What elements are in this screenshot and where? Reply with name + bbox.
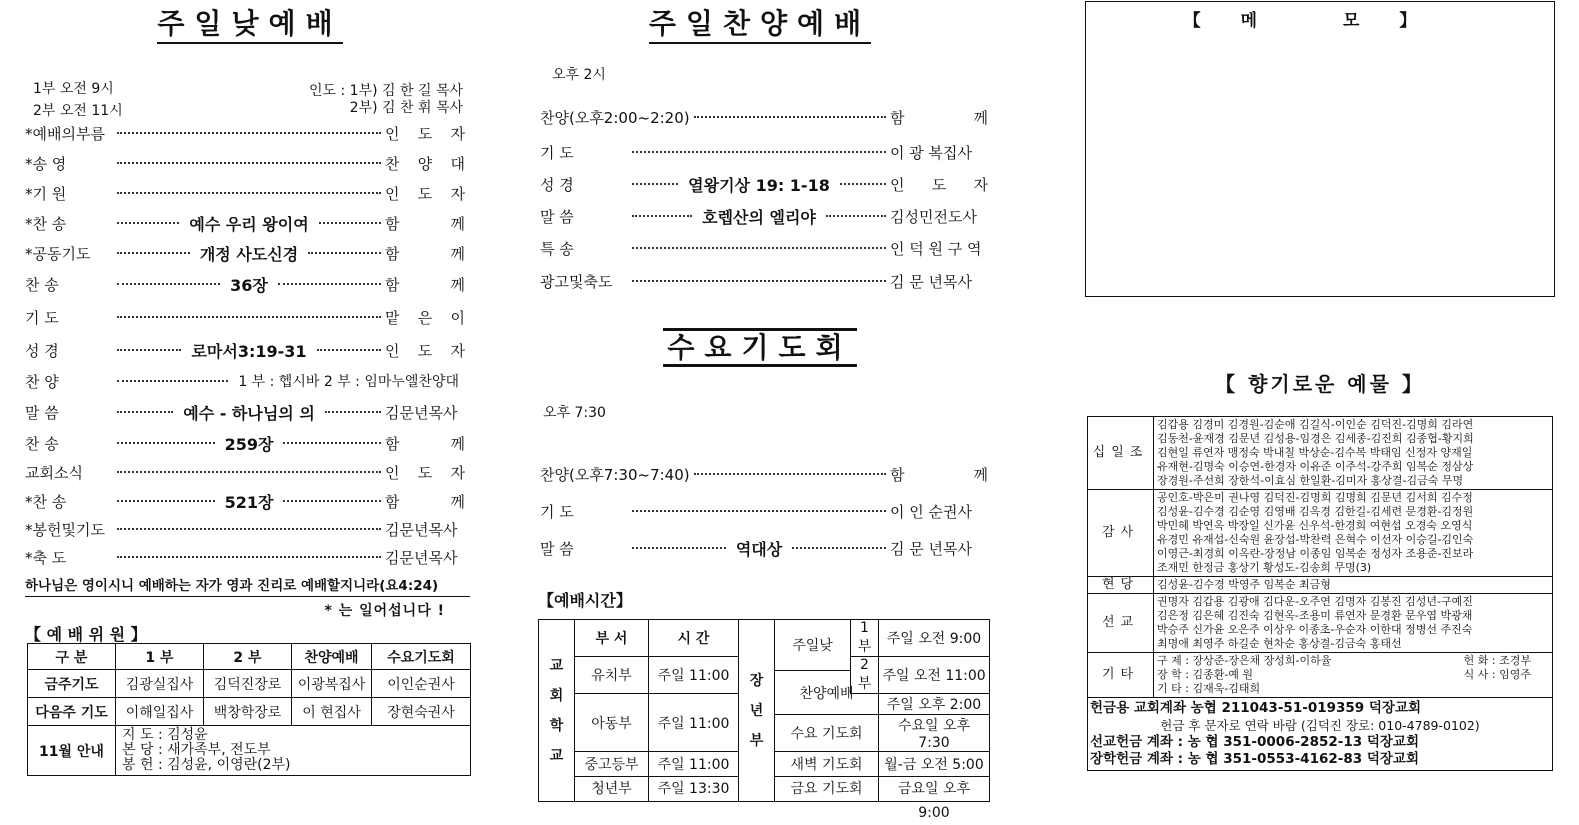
order-row (540, 171, 988, 197)
order-leader-part: 께 (973, 465, 988, 484)
order-item: 521장 (224, 492, 274, 512)
adult-session: 2부 (851, 657, 879, 694)
order-row (25, 459, 465, 485)
offering-line: 최명애 최영주 하길순 현차순 홍상결-김금숙 홍태선 (1157, 637, 1402, 650)
order-row (25, 337, 465, 363)
account-main: 헌금용 교회계좌 농협 211043-51-019359 덕장교회 (1090, 700, 1422, 716)
order-item: 36장 (230, 275, 268, 295)
offering-row (1088, 417, 1553, 490)
leader-dots (792, 547, 886, 549)
order-leader (890, 464, 988, 485)
order-leader-part: 께 (450, 275, 466, 294)
offering-line: 권명자 김갑용 김광애 김다운-오주연 김명자 김봉진 김성년-구예진 (1157, 595, 1473, 608)
order-row (540, 235, 988, 261)
school-dept: 유치부 (575, 657, 649, 694)
order-row (25, 368, 465, 394)
committee-title: 【 예 배 위 원 】 (25, 625, 147, 644)
leader-dots (283, 500, 381, 502)
offering-line: 김은정 김은혜 김진숙 김현옥-조용미 류연자 문경환 문우엽 박광채 (1157, 609, 1473, 622)
account-scholarship: 장학헌금 계좌 : 농 협 351-0553-4162-83 덕장교회 (1090, 751, 1420, 767)
order-row (25, 544, 465, 570)
school-header: 부 서 (575, 620, 649, 657)
order-label: 찬 송 (25, 434, 59, 453)
leader-dots (632, 183, 678, 185)
offering-line: 조재민 한정금 홍상기 황성도-김송희 무명(3) (1157, 561, 1372, 574)
order-leader (890, 538, 988, 559)
account-row (1088, 698, 1553, 771)
committee-row (28, 670, 471, 698)
wednesday-time: 오후 7:30 (543, 405, 606, 421)
evening-column (538, 0, 995, 821)
account-mission: 선교헌금 계좌 : 농 협 351-0006-2852-13 덕장교회 (1090, 734, 1420, 750)
committee-cell: 장현숙권사 (372, 698, 471, 726)
order-leader (385, 243, 465, 264)
leader-dots (117, 411, 173, 413)
order-leader-part: 김문년목사 (385, 520, 458, 539)
order-leader (890, 501, 988, 522)
leader-dots (694, 473, 886, 475)
november-info (116, 726, 471, 776)
leader-dots (117, 349, 181, 351)
committee-header-row (28, 644, 471, 670)
leader-dots (694, 116, 886, 118)
sunday-time-2: 2부 오전 11시 (33, 103, 123, 119)
offering-category: 선교 (1088, 594, 1154, 653)
leader-dots (117, 380, 228, 382)
offering-line: 유재현-김명숙 이승연-한경자 이유준 이주석-강주희 임복순 정삼상 (1157, 460, 1474, 473)
order-label: 성 경 (25, 341, 59, 360)
school-time: 주일 11:00 (649, 657, 739, 694)
leader-dots (325, 411, 381, 413)
committee-cell: 김덕진장로 (204, 670, 292, 698)
committee-header: 찬양예배 (292, 644, 372, 670)
school-time: 주일 11:00 (649, 694, 739, 752)
sunday-time-1: 1부 오전 9시 (33, 81, 114, 97)
order-leader-part: 이 광 복집사 (890, 143, 972, 162)
leader-dots (632, 280, 886, 282)
committee-header: 구 분 (28, 644, 116, 670)
order-leader (385, 340, 465, 361)
memo-box[interactable] (1085, 1, 1555, 297)
etc-line: 구 제 : 장상준-장은채 장성희-이하율 (1157, 654, 1332, 667)
order-label: 성 경 (540, 175, 574, 194)
order-leader-part: 함 (385, 214, 400, 233)
order-label: *기 원 (25, 184, 67, 203)
order-leader-part: 도 (417, 341, 433, 360)
order-leader-part: 자 (450, 124, 465, 143)
leader-dots (632, 547, 726, 549)
offering-line: 김성윤-김수경 김순영 김영배 김옥경 김한길-김세련 문경환-김정원 (1157, 505, 1474, 518)
offering-line: 김현일 류연자 맹정숙 박내칠 박상순-김수복 박태임 신정자 양재일 (1157, 446, 1473, 459)
order-item: 1 부 : 헵시바 2 부 : 임마누엘찬양대 (238, 374, 459, 390)
adult-sunday-label: 주일낮 (775, 620, 851, 671)
order-leader (385, 462, 465, 483)
school-header: 시 간 (649, 620, 739, 657)
order-row (25, 304, 465, 330)
order-leader-part: 이 인 순권사 (890, 502, 972, 521)
order-row (540, 268, 988, 294)
committee-row (28, 698, 471, 726)
order-leader-part: 자 (973, 175, 989, 194)
leader-dots (117, 192, 381, 194)
order-leader-part: 함 (385, 275, 400, 294)
committee-cell: 이인순권사 (372, 670, 471, 698)
order-leader (385, 183, 465, 204)
adult-service: 새벽 기도회 금요 기도회 (775, 752, 879, 802)
adult-service: 찬양예배 (775, 671, 879, 715)
committee-table (27, 643, 471, 776)
order-label: *찬 송 (25, 492, 67, 511)
order-leader-part: 찬 (385, 154, 400, 173)
order-leader-part: 께 (450, 214, 465, 233)
order-leader (890, 174, 988, 195)
offering-line: 박승주 신가윤 오은주 이상우 이종초-우순자 이한대 정병선 주진숙 (1157, 623, 1473, 636)
order-label: *봉헌및기도 (25, 520, 105, 539)
order-leader-part: 맡 (385, 308, 400, 327)
order-label: 찬 송 (25, 275, 59, 294)
order-row (540, 139, 988, 165)
order-leader-part: 께 (450, 492, 466, 511)
leader-dots (117, 528, 381, 530)
offering-category: 십일조 (1088, 417, 1154, 490)
leader-dots (117, 162, 381, 164)
order-label: 말 씀 (25, 403, 59, 422)
order-item: 예수 - 하나님의 의 (183, 403, 315, 423)
offering-names (1154, 594, 1553, 653)
etc-line: 식 사 : 임영주 (1463, 668, 1531, 681)
offering-names (1154, 417, 1553, 490)
offering-category: 기타 (1088, 653, 1154, 698)
memo-offering-column (1085, 0, 1555, 803)
order-leader-part: 김 문 년목사 (890, 272, 972, 291)
leader-dots (319, 222, 381, 224)
praise-title: 주일찬양예배 (630, 2, 890, 42)
order-leader-part: 께 (450, 244, 465, 263)
offering-table (1087, 416, 1553, 771)
order-label: 말 씀 (540, 207, 574, 226)
leader-dots (283, 442, 381, 444)
order-leader (385, 433, 465, 454)
order-leader-part: 도 (417, 124, 433, 143)
order-label: 찬양(오후2:00~2:20) (540, 108, 690, 127)
sunday-leader-1: 인도 : 1부) 김 한 길 목사 (309, 83, 463, 99)
offering-row (1088, 577, 1553, 594)
leader-dots (117, 556, 381, 558)
order-leader-part: 자 (450, 463, 465, 482)
wednesday-title: 수요기도회 (632, 326, 888, 366)
leader-dots (308, 252, 381, 254)
november-label: 11월 안내 (28, 726, 116, 776)
leader-dots (632, 151, 886, 153)
etc-line: 헌 화 : 조경부 (1463, 654, 1531, 667)
account-note: 헌금 후 문자로 연락 바람 (김덕진 장로: 010-4789-0102) (1160, 718, 1480, 733)
etc-line: 장 학 : 김종환-예 원 (1157, 668, 1254, 681)
order-label: *축 도 (25, 548, 67, 567)
order-label: *송 영 (25, 154, 67, 173)
adult-session: 1부 (851, 620, 879, 657)
order-label: 찬 양 (25, 372, 59, 391)
committee-header: 2 부 (204, 644, 292, 670)
order-leader (385, 153, 465, 174)
leader-dots (278, 283, 381, 285)
order-leader-part: 께 (973, 108, 988, 127)
order-label: *공동기도 (25, 244, 91, 263)
order-leader-part: 자 (450, 341, 466, 360)
order-leader-part: 함 (890, 108, 905, 127)
stand-note: * 는 일어섭니다 ! (324, 603, 445, 619)
offering-line: 유경민 유재섭-신숙원 윤장섭-박찬력 은혁수 이선자 이승길-김인숙 (1157, 533, 1474, 546)
order-leader-part: 인 (385, 124, 400, 143)
order-row (540, 535, 988, 561)
leader-dots (826, 215, 886, 217)
order-label: 말 씀 (540, 539, 574, 558)
offering-line: 장경원-주선희 장한석-이효심 한일환-김미자 홍상결-김금숙 무명 (1157, 474, 1464, 487)
order-row (540, 104, 988, 130)
offering-row-etc (1088, 653, 1553, 698)
order-row (25, 240, 465, 266)
november-line: 지 도 : 김성윤 (122, 727, 208, 743)
sunday-leader-2: 2부) 김 찬 휘 목사 (349, 100, 463, 116)
order-label: 특 송 (540, 239, 574, 258)
leader-dots (117, 471, 381, 473)
account-info (1088, 698, 1553, 771)
leader-dots (117, 316, 381, 318)
leader-dots (317, 349, 381, 351)
offering-names (1154, 490, 1553, 577)
order-row (25, 271, 465, 297)
order-leader-part: 도 (417, 463, 433, 482)
order-leader (385, 274, 465, 295)
committee-cell: 다음주 기도 (28, 698, 116, 726)
order-leader (385, 547, 465, 568)
offering-category: 감사 (1088, 490, 1154, 577)
committee-cell: 이해일집사 (116, 698, 204, 726)
order-label: *찬 송 (25, 214, 67, 233)
order-leader-part: 은 (417, 308, 433, 327)
memo-title: 【메 모】 (1183, 11, 1457, 31)
order-leader (890, 142, 988, 163)
offering-line: 김갑용 김경미 김경원-김순애 김길식-이인순 김덕진-김명희 김라연 (1157, 418, 1474, 431)
committee-header: 수요기도회 (372, 644, 471, 670)
leader-dots (117, 222, 179, 224)
adult-service: 수요 기도회 (775, 715, 879, 752)
order-item: 호렙산의 엘리야 (702, 207, 816, 227)
school-label: 교 회 학 교 (539, 620, 575, 802)
order-row (25, 120, 465, 146)
order-leader (890, 238, 988, 259)
order-row (25, 210, 465, 236)
leader-dots (840, 183, 886, 185)
order-item: 259장 (224, 434, 274, 454)
order-row (540, 461, 988, 487)
order-row (540, 498, 988, 524)
order-row (25, 180, 465, 206)
leader-dots (117, 283, 220, 285)
offering-line: 공인호-박은미 권나영 김덕진-김명희 김명희 김문년 김서희 김수정 (1157, 491, 1473, 504)
school-dept: 중고등부 청년부 (575, 752, 649, 802)
order-leader (385, 402, 465, 423)
order-leader-part: 김성민전도사 (890, 207, 977, 226)
order-leader-part: 도 (417, 184, 433, 203)
order-leader-part: 이 (450, 308, 465, 327)
order-leader-part: 인 덕 원 구 역 (890, 239, 982, 258)
leader-dots (632, 215, 692, 217)
order-item: 열왕기상 19: 1-18 (688, 175, 830, 195)
schedule-title: 【예배시간】 (538, 591, 632, 610)
offering-title: 【 향기로운 예물 】 (1215, 372, 1425, 396)
committee-cell: 이광복집사 (292, 670, 372, 698)
sunday-verse: 하나님은 영이시니 예배하는 자가 영과 진리로 예배할지니라(요4:24) (25, 574, 470, 597)
offering-line: 박민혜 박연옥 박장일 신가윤 신우석-한경희 여현섭 오경숙 오영식 (1157, 519, 1473, 532)
youth-label: 장 년 부 (739, 620, 775, 802)
order-row (25, 150, 465, 176)
order-leader (385, 123, 465, 144)
offering-names (1154, 653, 1553, 698)
adult-time: 수요일 오후 7:30 (879, 715, 990, 752)
order-leader-part: 함 (385, 492, 400, 511)
order-row (540, 203, 988, 229)
order-leader-part: 김문년목사 (385, 548, 458, 567)
praise-time: 오후 2시 (552, 67, 606, 83)
school-time: 주일 11:00 주일 13:30 (649, 752, 739, 802)
order-leader-part: 께 (450, 434, 466, 453)
offering-line: 김성윤-김수경 박영주 임복순 최금형 (1157, 578, 1331, 591)
order-leader-part: 인 (890, 175, 905, 194)
committee-cell: 김광실집사 (116, 670, 204, 698)
order-label: 찬양(오후7:30~7:40) (540, 465, 690, 484)
leader-dots (632, 510, 886, 512)
committee-cell: 금주기도 (28, 670, 116, 698)
order-leader-part: 도 (931, 175, 947, 194)
order-leader (890, 206, 988, 227)
offering-line: 이영근-최경희 이옥란-장정남 이종임 임복순 정성자 조용준-진보라 (1157, 547, 1474, 560)
order-row (25, 516, 465, 542)
order-item: 역대상 (735, 539, 783, 559)
order-leader-part: 김문년목사 (385, 403, 458, 422)
leader-dots (117, 442, 215, 444)
order-leader-part: 함 (890, 465, 905, 484)
order-leader-part: 자 (450, 184, 465, 203)
order-leader-part: 인 (385, 463, 400, 482)
order-label: 교회소식 (25, 463, 83, 482)
order-label: 기 도 (25, 308, 59, 327)
committee-header: 1 부 (116, 644, 204, 670)
november-line: 봉 헌 : 김성윤, 이영란(2부) (122, 757, 291, 773)
committee-cell: 이 현집사 (292, 698, 372, 726)
order-leader-part: 인 (385, 184, 400, 203)
order-row (25, 430, 465, 456)
adult-time: 주일 오후 2:00 (879, 694, 990, 715)
leader-dots (117, 132, 381, 134)
offering-category: 현당 (1088, 577, 1154, 594)
adult-time: 주일 오전 11:00 (879, 657, 990, 694)
offering-row (1088, 490, 1553, 577)
order-item: 로마서3:19-31 (191, 341, 307, 361)
order-leader-part: 대 (450, 154, 465, 173)
sunday-title: 주일낮예배 (115, 2, 385, 42)
adult-time: 주일 오전 9:00 (879, 620, 990, 657)
order-leader (385, 491, 465, 512)
order-leader-part: 함 (385, 434, 400, 453)
order-row (25, 488, 465, 514)
committee-cell: 백창학장로 (204, 698, 292, 726)
offering-line: 김동천-윤재경 김문년 김성용-임경은 김세종-김진희 김종협-황지희 (1157, 432, 1474, 445)
etc-line: 기 타 : 김재욱-김태희 (1157, 682, 1261, 695)
leader-dots (117, 500, 215, 502)
order-leader-part: 김 문 년목사 (890, 539, 972, 558)
november-line: 본 당 : 새가족부, 전도부 (122, 742, 271, 758)
order-leader (890, 271, 988, 292)
order-leader-part: 양 (417, 154, 433, 173)
order-leader (890, 107, 988, 128)
november-row (28, 726, 471, 776)
order-label: *예배의부름 (25, 124, 105, 143)
order-item: 예수 우리 왕이여 (189, 214, 309, 234)
order-leader (385, 307, 465, 328)
order-leader (385, 213, 465, 234)
schedule-table (538, 619, 990, 821)
order-leader (385, 519, 465, 540)
school-dept: 아동부 (575, 694, 649, 752)
leader-dots (117, 252, 190, 254)
order-item: 개정 사도신경 (199, 244, 299, 264)
order-label: 기 도 (540, 502, 574, 521)
order-row (25, 399, 465, 425)
leader-dots (632, 247, 886, 249)
order-label: 기 도 (540, 143, 574, 162)
offering-row (1088, 594, 1553, 653)
order-label: 광고및축도 (540, 272, 613, 291)
adult-time: 월-금 오전 5:00 금요일 오후 9:00 (879, 752, 990, 802)
order-leader-part: 함 (385, 244, 400, 263)
offering-names (1154, 577, 1553, 594)
order-leader-part: 인 (385, 341, 400, 360)
sunday-worship-column (25, 0, 475, 803)
